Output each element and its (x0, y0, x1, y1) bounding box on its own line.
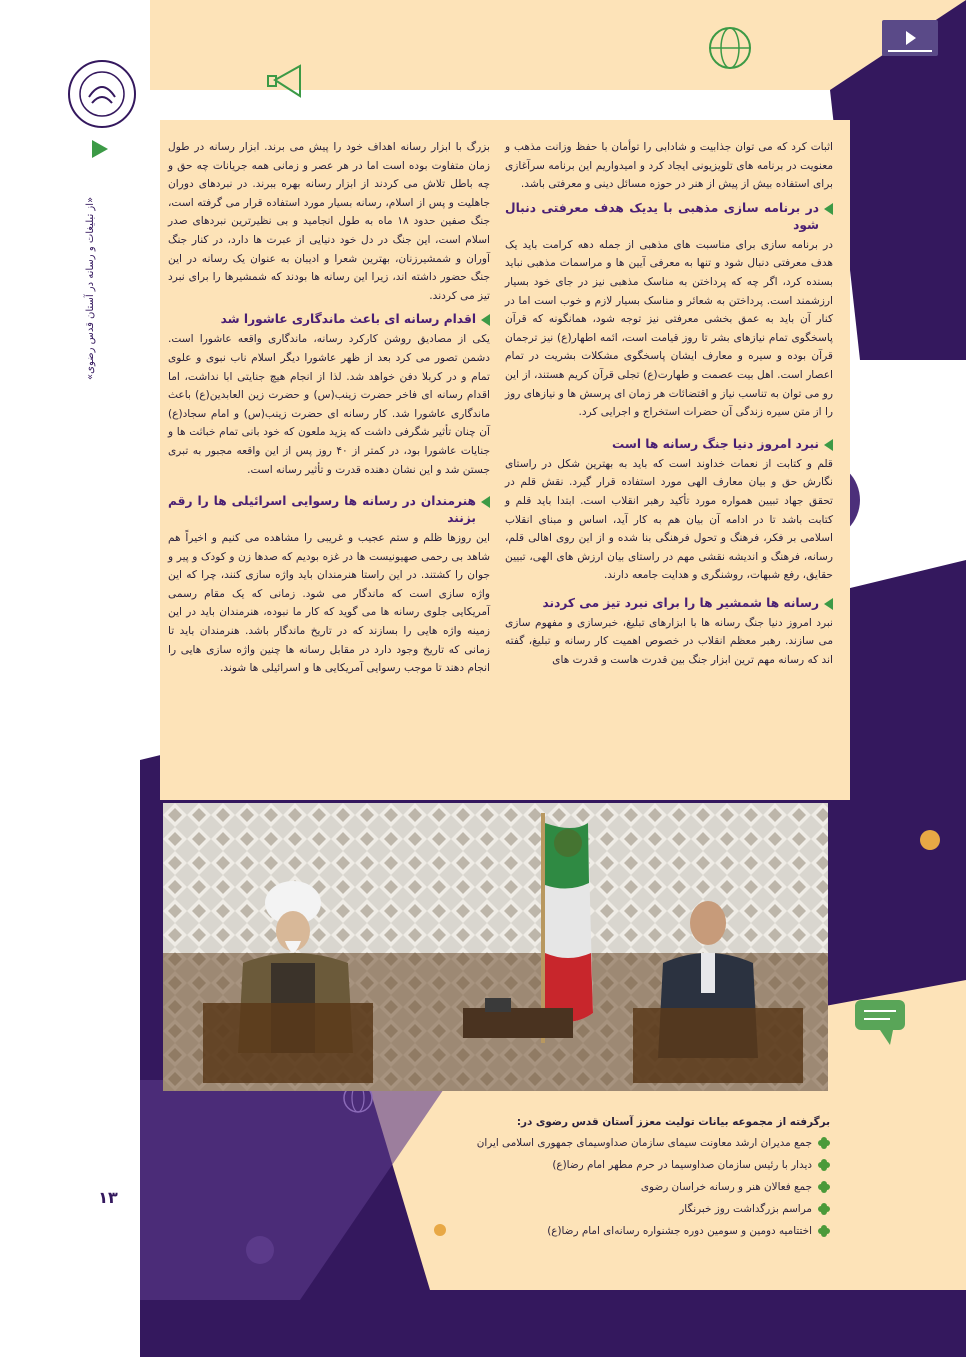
list-item-text: اختتامیه دومین و سومین دوره جشنواره رسانه‌ای امام رضا(ع) (547, 1225, 812, 1237)
meeting-photo (163, 803, 828, 1091)
list-item-text: دیدار با رئیس سازمان صداوسیما در حرم مطهر امام رضا(ع) (552, 1159, 812, 1171)
article-column-right (505, 138, 833, 670)
bullet-icon (481, 496, 490, 508)
list-item (440, 1158, 830, 1172)
list-item (440, 1224, 830, 1238)
bullet-icon (481, 314, 490, 326)
section-heading (505, 436, 833, 453)
arrow-marker-icon (92, 140, 108, 158)
sources-list (440, 1116, 830, 1246)
logo-emblem-icon (77, 69, 127, 119)
paragraph: قلم و کتابت از نعمات خداوند است که باید به بهترین شکل در راستای نگارش حق و بیان معارف الهی مورد استفاده قرار گیرد. نقش قلم در تحقق جهاد تبیین همواره مورد تأکید رهبر انقلاب است. ابتدا باید قلم و کتابت باشد تا در ادامه آن بیان هم به کار آید، اساس و مبنای انقلاب اسلامی بر فکر، فرهنگ و تحول فرهنگی بنا شده و از این روی اهالی قلم، رسانه، فرهنگ و اندیشه نقشی مهم در راستای بیان ارزش های الهی، تبیین حقایق، رفع شبهات، روشنگری و هدایت جامعه دارند. (505, 457, 833, 582)
flower-bullet-icon (818, 1203, 830, 1215)
heading-text: رسانه ها شمشیر ها را برای نبرد تیز می کردند (542, 595, 819, 610)
sidebar-title: «از تبلیغات و رسانه در آستان قدس رضوی» (85, 196, 96, 380)
paragraph: بزرگ با ابزار رسانه اهداف خود را پیش می برند. ابزار رسانه در طول زمان متفاوت بوده است اما در هر عصر و زمانی همه جریانات چه حق و چه باطل تلاش می کردند از ابزار رسانه بهره ببرند. در نبردهای دوران جاهلیت و پس از اسلام، رسانه بسیار مورد استفاده قرار می گرفته است، جنگ صفین حدود ۱۸ ماه به طول انجامید و بی نظیرترین نبردهای صدر اسلام است، این جنگ در دل خود دنیایی از عبرت ها دارد، در کنار جنگ آوران و شمشیرزنان، بهترین شعرا و ادیبان به عنوان یک رسانه در این جنگ حضور داشته اند، زیرا این رسانه ها بودند که شمشیرها را برای نبرد تیز می کردند. (168, 141, 491, 302)
video-play-icon (882, 20, 938, 56)
section-heading (168, 311, 490, 328)
paragraph: این روزها ظلم و ستم عجیب و غریبی را مشاهده می کنیم و اخیراً هم شاهد بی رحمی صهیونیست ها در غزه بودیم که صدها زن و کودک و پیر و جوان را کشتند. در این راستا هنرمندان باید واژه سازی کنند، چرا که این واژه سازی است که ماندگار می شود. زمانی که یک مقام رسمی آمریکایی جلوی رسانه ها می گوید که کار ما نبوده، هنرمندان باید در این زمینه واژه هایی را بسازند که در تاریخ ماندگار باشد. هنرمندان باید تا زمانی که تاریخ وجود دارد در مقابل رسانه ها چنین واژه سازی هایی را انجام دهند تا موجب رسوایی آمریکایی ها و اسرائیلی ها شوند. (168, 532, 490, 675)
photo-illustration (163, 803, 828, 1091)
flower-bullet-icon (818, 1225, 830, 1237)
paragraph: اثبات کرد که می توان جذابیت و شادابی را توأمان با حفظ وزانت مذهب و معنویت در برنامه های تلویزیونی ایجاد کرد و امیدواریم این برنامه سرآغازی برای استفاده بیش از پیش از هنر در حوزه مسائل دینی و معرفتی باشد. (505, 141, 833, 191)
flower-bullet-icon (818, 1137, 830, 1149)
bullet-icon (824, 598, 833, 610)
sources-title: برگرفته از مجموعه بیانات تولیت معزز آستان قدس رضوی در: (516, 1116, 830, 1128)
paragraph: نبرد امروز دنیا جنگ رسانه ها با ابزارهای تبلیغ، خبرسازی و مفهوم سازی می سازند. رهبر معظم انقلاب در خصوص اهمیت کار رسانه و تبلیغ، گفته اند که رسانه مهم ترین ابزار جنگ بین قدرت هاست و قدرت های (505, 616, 833, 667)
heading-text: در برنامه سازی مذهبی با یدیک هدف معرفتی دنبال شود (505, 200, 819, 232)
heading-text: هنرمندان در رسانه ها رسوایی اسرائیلی ها را رقم بزنند (168, 494, 476, 526)
bullet-icon (824, 439, 833, 451)
list-item (440, 1202, 830, 1216)
article-column-left (168, 138, 490, 678)
list-item (440, 1136, 830, 1150)
bullet-icon (824, 203, 833, 215)
list-item-text: جمع مدیران ارشد معاونت سیمای سازمان صداوسیمای جمهوری اسلامی ایران (476, 1137, 812, 1149)
section-heading (505, 595, 833, 612)
heading-text: نبرد امروز دنیا جنگ رسانه ها است (612, 436, 819, 451)
section-heading (505, 200, 833, 234)
list-item-text: مراسم بزرگداشت روز خبرنگار (679, 1203, 812, 1215)
logo (68, 60, 136, 128)
flower-bullet-icon (818, 1159, 830, 1171)
paragraph: در برنامه سازی برای مناسبت های مذهبی از جمله دهه کرامت باید یک هدف معرفتی دنبال شود و تنها به معرفی آیین ها و مراسمات مذهبی نباید بسنده کرد، اگر چه که پرداختن به مناسک مذهبی نیز در جای خود بسیار ارزشمند است. پرداختن به شعائر و مناسک بسیار لازم و خوب است اما در کنار آن باید به عمق بخشی معرفتی نیز توجه شود، همانگونه که قرآن پاسخگوی تمام نیازهای بشر تا روز قیامت است، ائمه اطهار(ع) نیز ترجمان قرآن بوده و سیره و معارف ایشان پاسخگوی مشکلات بشریت در تمام اعصار است. اهل بیت عصمت و طهارت(ع) تجلی قرآن کریم هستند، از این رو می توان به تناسب نیاز و اقتضائات هر زمان ای پرسش ها و نیازهای روز را از متن سیره زندگی آن حضرات استخراج و اجرایی کرد. (505, 238, 833, 419)
heading-text: اقدام رسانه ای باعث ماندگاری عاشورا شد (220, 312, 476, 327)
list-item (440, 1180, 830, 1194)
section-heading (168, 493, 490, 527)
page-number: ۱۳ (98, 1188, 118, 1207)
paragraph: یکی از مصادیق روشن کارکرد رسانه، ماندگاری واقعه عاشورا است. دشمن تصور می کرد بعد از ظهر عاشورا دیگر اسلام ناب نبوی و علوی تمام و در کربلا دفن خواهد شد. لذا از انجام هیچ جنایتی ابا نداشت، اما اقدام رسانه ای فاخر حضرت زینب(س) و حضرت زین العابدین(ع) باعث ماندگاری عاشورا شد. کار رسانه ای حضرت زینب(س) و امام سجاد(ع) آن چنان تأثیر شگرفی داشت که یزید ملعون که خود بانی تمام خباثت ها و جنایات عاشورا بود، در کمتر از ۴۰ روز پس از این واقعه مجبور به تبری جستن شد و این نشان دهنده قدرت و تأثیر رسانه است. (168, 333, 490, 476)
flower-bullet-icon (818, 1181, 830, 1193)
list-item-text: جمع فعالان هنر و رسانه خراسان رضوی (640, 1181, 812, 1193)
